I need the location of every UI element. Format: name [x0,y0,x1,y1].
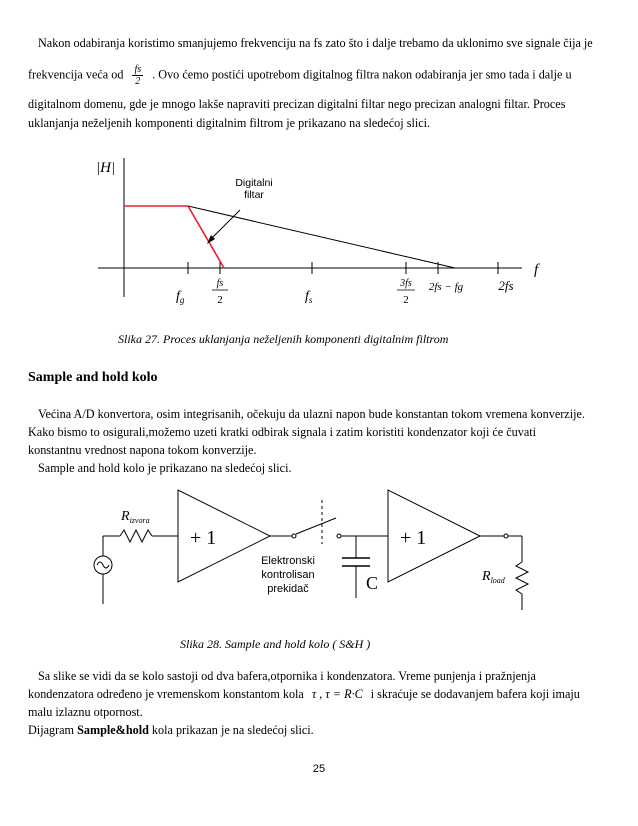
fraction-denominator: 2 [135,76,141,87]
intro-line-2-start: frekvencija veća od [28,67,124,82]
buffer-2-label: + 1 [400,527,427,549]
buffer-1-label: + 1 [190,527,217,549]
time-constant-formula: τ , τ = R·C [311,687,363,701]
intro-line-2-end: . Ovo ćemo postići upotrebom digitalnog filtra nakon odabiranja jer smo tada i dalje u [152,67,572,82]
tick-label-3fs2-num: 3fs [400,278,412,289]
para2-line-4: Sample and hold kolo je prikazano na sledećoj slici. [38,461,292,475]
tick-label-2fs-minus-fg: 2fs − fg [428,281,464,293]
x-axis-label: f [534,262,539,278]
fs-over-2-fraction [132,64,143,87]
para3-line-2-end: i skraćuje se dodavanjem bafera koji imaju [370,687,580,701]
para3-line-4 [28,721,618,740]
r-load-label: $R_{load}$ [482,569,505,585]
para2-line-3: konstantnu vrednost napona tokom konverzije. [28,443,257,457]
para2-line-1: Većina A/D konvertora, osim integrisanih, očekuju da ulazni napon bude konstantan tokom vremena konverzije. [38,407,585,421]
tick-label-2fs: 2fs [498,278,514,293]
para3-line-4-start: Dijagram [28,723,78,737]
figure-28-caption: Slika 28. Sample and hold kolo ( S&H ) [180,637,371,651]
para3-line-4-end: kola prikazan je na sledećoj slici. [148,723,314,737]
switch-label-line-3: prekidač [267,583,309,595]
filter-label-line-1: Digitalni [235,177,273,189]
figure-27-filter-plot [0,140,638,320]
tick-label-fs2-den: 2 [217,294,223,306]
switch-blade [296,518,336,534]
intro-line-2 [28,64,618,87]
para3-line-2 [28,685,618,704]
digital-filter-response [124,206,224,268]
intro-line-1: Nakon odabiranja koristimo smanjujemo frekvenciju na fs zato što i dalje trebamo da uklonimo sve signale čija je [38,36,593,50]
tick-label-fs: $f_s$ [305,289,313,305]
para3-line-2-start: kondenzatora određeno je vremenskom konstantom kola [28,687,304,701]
para3-line-3: malu izlaznu otpornost. [28,705,143,719]
fraction-numerator: fs [134,64,142,75]
tick-label-fg: $f_g$ [176,289,185,305]
y-axis-label: |H| [96,160,116,176]
para3-line-1: Sa slike se vidi da se kolo sastoji od dva bafera,otpornika i kondenzatora. Vreme punjenja i pražnjenja [38,669,536,683]
page-number: 25 [312,763,326,775]
tick-labels [176,278,514,306]
figure-28-sample-hold-circuit [0,480,638,630]
figure-27-caption: Slika 27. Proces uklanjanja neželjenih komponenti digitalnim filtrom [118,332,449,346]
para2-line-2: Kako bismo to osigurali,možemo uzeti kratki odbirak signala i zatim koristiti kondenzator koji će čuvati [28,425,537,439]
resistor-load [516,562,528,594]
capacitor-label: C [366,573,379,593]
para3-line-4-bold: Sample&hold [77,723,149,737]
tick-label-fs2-num: fs [216,278,224,289]
filter-label-line-2: filtar [244,189,264,201]
analog-filter-response [124,206,455,268]
tick-label-3fs2-den: 2 [403,294,409,306]
switch-label-line-2: kontrolisan [261,569,315,581]
r-izvora-label: $R_{izvora}$ [121,509,150,525]
sine-wave-icon [97,562,109,568]
section-title: Sample and hold kolo [28,370,158,385]
switch-label-line-1: Elektronski [261,555,315,567]
intro-rest: digitalnom domenu, gde je mnogo lakše napraviti precizan digitalni filtar nego precizan analogni filtar. Proces uklanjanja neželjenih komponenti digitalnim filtrom je prikazano na sledećoj slici. [28,97,566,130]
resistor-izvora [120,530,152,542]
